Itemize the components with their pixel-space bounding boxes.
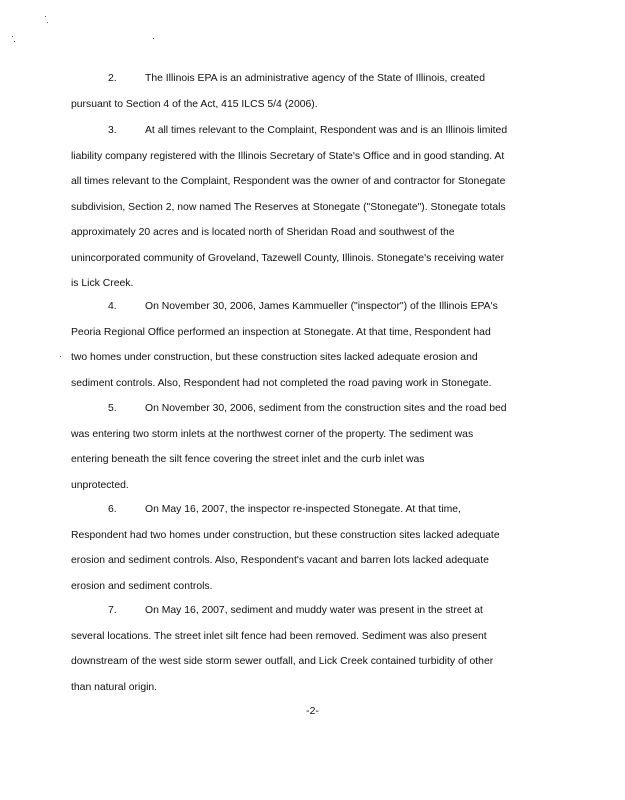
paragraph-line: was entering two storm inlets at the northwest corner of the property. The sediment was bbox=[71, 428, 474, 440]
paragraph-line: is Lick Creek. bbox=[71, 278, 134, 289]
paragraph-line: pursuant to Section 4 of the Act, 415 ILCS 5/4 (2006). bbox=[71, 98, 318, 110]
paragraph-line: Respondent had two homes under construction, but these construction sites lacked adequate bbox=[71, 529, 500, 541]
paragraph-number: 5. bbox=[108, 403, 117, 414]
paragraph-line: On May 16, 2007, sediment and muddy water was present in the street at bbox=[145, 605, 483, 616]
scan-speck bbox=[60, 356, 61, 357]
paragraph-line: subdivision, Section 2, now named The Reserves at Stonegate ("Stonegate"). Stonegate totals bbox=[71, 201, 506, 213]
paragraph-line: On November 30, 2006, sediment from the construction sites and the road bed bbox=[145, 403, 507, 414]
scan-speck bbox=[12, 36, 13, 37]
paragraph-line: approximately 20 acres and is located north of Sheridan Road and southwest of the bbox=[71, 227, 455, 238]
paragraph-7 bbox=[71, 598, 551, 700]
page-number: -2- bbox=[306, 706, 319, 717]
paragraph-6 bbox=[71, 497, 551, 599]
paragraph-3 bbox=[71, 118, 551, 297]
paragraph-line: several locations. The street inlet silt fence had been removed. Sediment was also present bbox=[71, 630, 487, 642]
paragraph-line: than natural origin. bbox=[71, 681, 158, 693]
paragraph-line: At all times relevant to the Complaint, Respondent was and is an Illinois limited bbox=[145, 125, 508, 136]
paragraph-line: all times relevant to the Complaint, Respondent was the owner of and contractor for Stonegate bbox=[71, 176, 506, 187]
paragraph-number: 2. bbox=[108, 73, 117, 84]
paragraph-line: two homes under construction, but these construction sites lacked adequate erosion and bbox=[71, 352, 478, 363]
paragraph-line: entering beneath the silt fence covering the street inlet and the curb inlet was bbox=[71, 454, 425, 465]
paragraph-line: downstream of the west side storm sewer outfall, and Lick Creek contained turbidity of other bbox=[71, 656, 494, 667]
scan-speck bbox=[153, 38, 154, 39]
paragraph-line: liability company registered with the Illinois Secretary of State's Office and in good standing. At bbox=[71, 150, 505, 162]
paragraph-line: erosion and sediment controls. Also, Respondent's vacant and barren lots lacked adequate bbox=[71, 555, 489, 566]
paragraph-number: 6. bbox=[108, 504, 117, 515]
paragraph-number: 7. bbox=[108, 605, 117, 616]
paragraph-2 bbox=[71, 66, 551, 117]
paragraph-line: On May 16, 2007, the inspector re-inspected Stonegate. At that time, bbox=[145, 504, 461, 515]
scan-speck bbox=[45, 16, 46, 17]
paragraph-line: The Illinois EPA is an administrative agency of the State of Illinois, created bbox=[145, 73, 485, 84]
paragraph-line: On November 30, 2006, James Kammueller ("inspector") of the Illinois EPA's bbox=[145, 301, 498, 312]
paragraph-line: Peoria Regional Office performed an inspection at Stonegate. At that time, Respondent had bbox=[71, 326, 491, 338]
paragraph-line: unincorporated community of Groveland, Tazewell County, Illinois. Stonegate's receiving water bbox=[71, 252, 505, 264]
paragraph-number: 3. bbox=[108, 125, 117, 136]
paragraph-line: erosion and sediment controls. bbox=[71, 580, 213, 592]
paragraph-5 bbox=[71, 396, 551, 498]
paragraph-line: sediment controls. Also, Respondent had not completed the road paving work in Stonegate. bbox=[71, 377, 492, 389]
paragraph-number: 4. bbox=[108, 301, 117, 312]
scan-speck bbox=[14, 41, 15, 42]
scan-speck bbox=[47, 22, 48, 23]
paragraph-4 bbox=[71, 294, 551, 396]
paragraph-line: unprotected. bbox=[71, 479, 129, 491]
